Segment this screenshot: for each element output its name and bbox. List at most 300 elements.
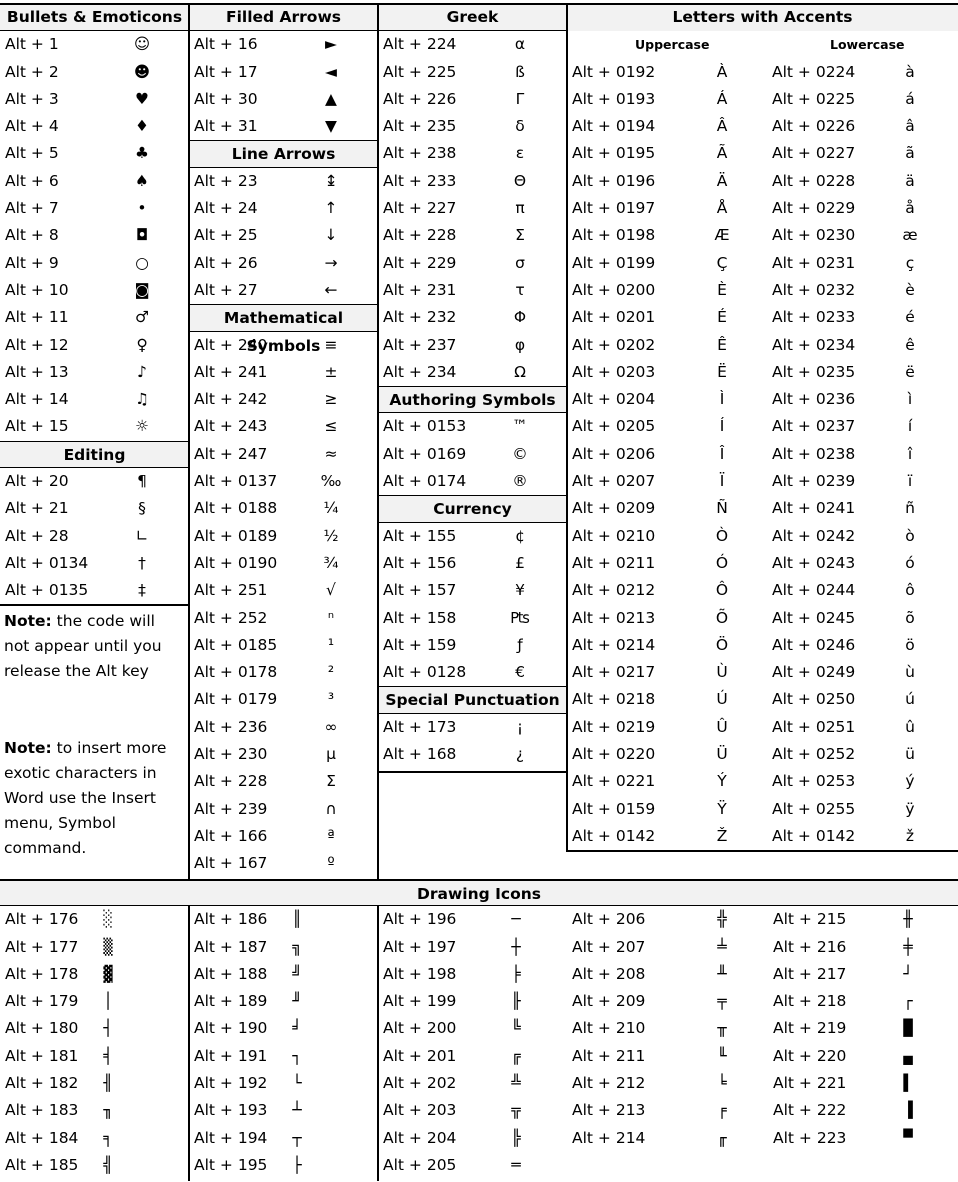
math-row [189, 768, 378, 795]
accent-row [567, 659, 958, 686]
accent-row [567, 577, 958, 604]
greek-header: Greek [378, 4, 567, 31]
alt-code: Alt + 243 [194, 417, 268, 436]
symbol-glyph: ε [515, 144, 525, 163]
drawing-row [0, 934, 190, 961]
accent-letter: Ä [716, 171, 728, 190]
alt-code: Alt + 178 [5, 964, 79, 983]
alt-code: Alt + 0188 [194, 499, 278, 518]
alt-code: Alt + 27 [194, 280, 258, 299]
editing-row [0, 577, 189, 604]
alt-code: Alt + 212 [572, 1074, 646, 1093]
currency-row [378, 605, 567, 632]
symbol-glyph: ß [515, 62, 525, 81]
alt-code: Alt + 194 [194, 1128, 268, 1147]
alt-code: Alt + 8 [5, 226, 59, 245]
bullet-row [0, 386, 189, 413]
accent-letter: ó [905, 553, 915, 572]
accent-row [567, 222, 958, 249]
bullet-row [0, 59, 189, 86]
symbol-glyph: ☺ [133, 35, 151, 54]
alt-code: Alt + 213 [572, 1101, 646, 1120]
alt-code: Alt + 0243 [772, 553, 856, 572]
accent-row [567, 714, 958, 741]
line-arrow-row [189, 168, 378, 195]
authoring-header: Authoring Symbols [378, 386, 567, 413]
alt-code: Alt + 0229 [772, 199, 856, 218]
accent-letter: í [907, 417, 913, 436]
symbol-glyph: º [327, 854, 335, 873]
drawing-row [768, 1070, 958, 1097]
symbol-glyph: Θ [513, 171, 527, 190]
alt-code: Alt + 197 [383, 937, 457, 956]
alt-code: Alt + 1 [5, 35, 59, 54]
math-row [189, 577, 378, 604]
symbol-glyph: § [138, 499, 146, 518]
accent-row [567, 59, 958, 86]
accent-letter: ÿ [905, 799, 915, 818]
drawing-glyph: ╘ [717, 1074, 727, 1093]
drawing-row [0, 1043, 190, 1070]
accents-bottom-line [567, 850, 958, 852]
accent-letter: Ô [715, 581, 729, 600]
math-row [189, 441, 378, 468]
drawing-row [378, 1015, 568, 1042]
alt-code: Alt + 202 [383, 1074, 457, 1093]
alt-code: Alt + 203 [383, 1101, 457, 1120]
alt-code: Alt + 229 [383, 253, 457, 272]
filled-arrow-row [189, 31, 378, 58]
drawing-glyph: █ [903, 1019, 913, 1038]
alt-code: Alt + 218 [773, 992, 847, 1011]
accent-letter: ë [905, 362, 915, 381]
alt-code: Alt + 179 [5, 992, 79, 1011]
lowercase-label: Lowercase [830, 37, 905, 53]
symbol-glyph: ◘ [135, 226, 149, 245]
alt-code: Alt + 159 [383, 635, 457, 654]
greek-row [378, 86, 567, 113]
symbol-glyph: ♣ [135, 144, 149, 163]
alt-code: Alt + 235 [383, 117, 457, 136]
accent-row [567, 86, 958, 113]
alt-code: Alt + 0230 [772, 226, 856, 245]
alt-code: Alt + 0228 [772, 171, 856, 190]
drawing-row [378, 961, 568, 988]
accent-letter: ô [905, 581, 915, 600]
greek-row [378, 359, 567, 386]
symbol-glyph: Φ [513, 308, 527, 327]
greek-row [378, 59, 567, 86]
filled-arrow-row [189, 59, 378, 86]
symbol-glyph: ® [512, 472, 528, 491]
symbol-glyph: √ [326, 581, 336, 600]
accent-letter: û [905, 717, 915, 736]
alt-code: Alt + 0193 [572, 89, 656, 108]
uppercase-label: Uppercase [635, 37, 710, 53]
symbol-glyph: ª [327, 826, 335, 845]
math-row [189, 850, 378, 877]
punct-header: Special Punctuation [378, 686, 567, 713]
grid-line [566, 4, 568, 852]
symbol-glyph: ₧ [510, 608, 530, 627]
alt-code: Alt + 220 [773, 1046, 847, 1065]
accent-letter: ù [905, 663, 915, 682]
symbol-glyph: ♠ [135, 171, 149, 190]
drawing-row [0, 1097, 190, 1124]
alt-code: Alt + 238 [383, 144, 457, 163]
accent-row [567, 332, 958, 359]
alt-code: Alt + 0211 [572, 553, 656, 572]
accent-letter: ñ [905, 499, 915, 518]
alt-code: Alt + 0204 [572, 390, 656, 409]
authoring-row [378, 441, 567, 468]
alt-code: Alt + 20 [5, 472, 69, 491]
accent-letter: Ò [715, 526, 729, 545]
drawing-row [567, 988, 757, 1015]
alt-code: Alt + 0153 [383, 417, 467, 436]
alt-code: Alt + 4 [5, 117, 59, 136]
editing-row [0, 495, 189, 522]
drawing-row [189, 1015, 379, 1042]
alt-code: Alt + 11 [5, 308, 69, 327]
accent-letter: Ž [716, 826, 728, 845]
alt-code: Alt + 205 [383, 1155, 457, 1174]
accent-row [567, 277, 958, 304]
accent-letter: æ [902, 226, 918, 245]
alt-code: Alt + 237 [383, 335, 457, 354]
drawing-column [567, 906, 757, 1152]
line-arrow-row [189, 277, 378, 304]
drawing-glyph: ▀ [903, 1128, 913, 1147]
drawing-row [567, 934, 757, 961]
note-text: the code will not appear until you release the Alt key [4, 612, 162, 680]
symbol-glyph: † [138, 553, 146, 572]
greek-row [378, 140, 567, 167]
alt-code: Alt + 211 [572, 1046, 646, 1065]
grid-line [377, 906, 379, 1181]
drawing-glyph: ╪ [903, 937, 913, 956]
line-arrow-row [189, 222, 378, 249]
alt-code: Alt + 240 [194, 335, 268, 354]
drawing-glyph: ╚ [511, 1019, 521, 1038]
line-arrows-header: Line Arrows [189, 140, 378, 167]
accent-letter: À [716, 62, 728, 81]
alt-code: Alt + 182 [5, 1074, 79, 1093]
accent-row [567, 113, 958, 140]
alt-code: Alt + 5 [5, 144, 59, 163]
alt-code: Alt + 0234 [772, 335, 856, 354]
drawing-glyph: ╤ [717, 992, 727, 1011]
symbol-glyph: → [324, 253, 338, 272]
drawing-glyph: ╒ [717, 1101, 727, 1120]
alt-code: Alt + 189 [194, 992, 268, 1011]
accent-letter: ì [907, 390, 913, 409]
drawing-row [189, 1070, 379, 1097]
alt-code: Alt + 209 [572, 992, 646, 1011]
drawing-row [378, 1125, 568, 1152]
punct-row [378, 741, 567, 768]
alt-code: Alt + 187 [194, 937, 268, 956]
alt-code: Alt + 233 [383, 171, 457, 190]
alt-code: Alt + 0245 [772, 608, 856, 627]
alt-code: Alt + 0178 [194, 663, 278, 682]
math-row [189, 686, 378, 713]
accent-letter: Õ [715, 608, 729, 627]
accent-letter: è [905, 280, 915, 299]
symbol-glyph: ≤ [324, 417, 338, 436]
symbol-glyph: ≡ [324, 335, 338, 354]
bullets-section [0, 4, 189, 605]
alt-code: Alt + 228 [194, 772, 268, 791]
accent-letter: Â [716, 117, 728, 136]
alt-code: Alt + 0226 [772, 117, 856, 136]
math-row [189, 796, 378, 823]
alt-code: Alt + 190 [194, 1019, 268, 1038]
symbol-glyph: ◙ [134, 280, 150, 299]
accent-letter: Å [716, 199, 728, 218]
symbol-glyph: ☼ [135, 417, 149, 436]
alt-code: Alt + 10 [5, 280, 69, 299]
alt-code: Alt + 0219 [572, 717, 656, 736]
alt-code: Alt + 210 [572, 1019, 646, 1038]
alt-code: Alt + 0194 [572, 117, 656, 136]
alt-code: Alt + 193 [194, 1101, 268, 1120]
drawing-glyph: ╗ [292, 937, 302, 956]
accent-letter: Ú [716, 690, 728, 709]
accent-row [567, 686, 958, 713]
alt-code: Alt + 201 [383, 1046, 457, 1065]
accent-letter: È [717, 280, 727, 299]
accent-letter: Á [716, 89, 728, 108]
drawing-row [0, 906, 190, 933]
accent-letter: Û [716, 717, 728, 736]
alt-code: Alt + 177 [5, 937, 79, 956]
alt-code: Alt + 230 [194, 745, 268, 764]
alt-code: Alt + 157 [383, 581, 457, 600]
alt-code: Alt + 168 [383, 745, 457, 764]
alt-code: Alt + 251 [194, 581, 268, 600]
currency-row [378, 659, 567, 686]
alt-code: Alt + 26 [194, 253, 258, 272]
grid-line [377, 4, 379, 879]
bullet-row [0, 277, 189, 304]
symbol-glyph: ♦ [135, 117, 149, 136]
drawing-glyph: ┤ [103, 1019, 113, 1038]
drawing-row [0, 1015, 190, 1042]
drawing-row [0, 1070, 190, 1097]
alt-code: Alt + 14 [5, 390, 69, 409]
grid-line [188, 4, 190, 879]
editing-row [0, 523, 189, 550]
greek-row [378, 250, 567, 277]
drawing-row [567, 1097, 757, 1124]
drawing-glyph: ▌ [903, 1074, 913, 1093]
symbol-glyph: ¶ [137, 472, 147, 491]
alt-code: Alt + 227 [383, 199, 457, 218]
alt-code: Alt + 0232 [772, 280, 856, 299]
drawing-glyph: ▐ [903, 1101, 913, 1120]
accent-letter: ä [905, 171, 915, 190]
drawing-glyph: ╖ [103, 1101, 113, 1120]
alt-code: Alt + 0189 [194, 526, 278, 545]
alt-code: Alt + 155 [383, 526, 457, 545]
symbol-glyph: δ [515, 117, 525, 136]
alt-code: Alt + 252 [194, 608, 268, 627]
alt-code: Alt + 158 [383, 608, 457, 627]
bullet-row [0, 332, 189, 359]
drawing-row [378, 1097, 568, 1124]
alt-code: Alt + 234 [383, 362, 457, 381]
math-row [189, 386, 378, 413]
alt-code: Alt + 199 [383, 992, 457, 1011]
greek-row [378, 332, 567, 359]
alt-code: Alt + 0246 [772, 635, 856, 654]
symbol-glyph: ‰ [320, 472, 342, 491]
bullet-row [0, 250, 189, 277]
symbol-glyph: ¢ [515, 526, 525, 545]
drawing-row [567, 1015, 757, 1042]
symbol-glyph: ™ [512, 417, 528, 436]
alt-code: Alt + 0244 [772, 581, 856, 600]
math-row [189, 359, 378, 386]
drawing-glyph: ╕ [103, 1128, 113, 1147]
symbol-glyph: Γ [515, 89, 525, 108]
drawing-row [189, 961, 379, 988]
symbol-glyph: ± [324, 362, 338, 381]
symbol-glyph: Σ [326, 772, 336, 791]
symbol-glyph: ¥ [515, 581, 525, 600]
alt-code: Alt + 215 [773, 910, 847, 929]
alt-code: Alt + 9 [5, 253, 59, 272]
symbol-glyph: ► [325, 35, 337, 54]
authoring-row [378, 468, 567, 495]
alt-code: Alt + 0198 [572, 226, 656, 245]
note-label: Note: [4, 612, 52, 630]
drawing-glyph: └ [292, 1074, 302, 1093]
accent-letter: å [905, 199, 915, 218]
punct-bottom-line [378, 771, 567, 773]
alt-code: Alt + 0202 [572, 335, 656, 354]
accent-letter: Ê [717, 335, 727, 354]
accent-letter: õ [905, 608, 915, 627]
symbol-glyph: ‡ [138, 581, 146, 600]
symbol-glyph: € [515, 663, 525, 682]
alt-code: Alt + 0179 [194, 690, 278, 709]
symbol-glyph: α [514, 35, 526, 54]
currency-row [378, 577, 567, 604]
greek-row [378, 113, 567, 140]
note-insert-symbol [0, 736, 189, 861]
alt-code: Alt + 0249 [772, 663, 856, 682]
symbol-glyph: ∩ [325, 799, 337, 818]
accent-row [567, 796, 958, 823]
accent-letter: É [717, 308, 727, 327]
accent-row [567, 632, 958, 659]
alt-code: Alt + 191 [194, 1046, 268, 1065]
filled-arrow-row [189, 86, 378, 113]
drawing-glyph: │ [103, 992, 113, 1011]
drawing-glyph: ┴ [292, 1101, 302, 1120]
drawing-glyph: ╓ [717, 1128, 727, 1147]
accent-letter: Ÿ [717, 799, 727, 818]
line-arrow-row [189, 250, 378, 277]
alt-code: Alt + 30 [194, 89, 258, 108]
alt-code: Alt + 206 [572, 910, 646, 929]
alt-code: Alt + 0251 [772, 717, 856, 736]
accent-letter: ý [905, 772, 915, 791]
symbol-glyph: ☻ [133, 62, 151, 81]
accent-letter: ò [905, 526, 915, 545]
alt-code: Alt + 0237 [772, 417, 856, 436]
alt-code: Alt + 207 [572, 937, 646, 956]
alt-code: Alt + 2 [5, 62, 59, 81]
drawing-row [768, 1043, 958, 1070]
alt-code: Alt + 0142 [572, 826, 656, 845]
symbol-glyph: ¿ [515, 745, 525, 764]
alt-code: Alt + 0197 [572, 199, 656, 218]
alt-code: Alt + 0207 [572, 472, 656, 491]
math-row [189, 714, 378, 741]
currency-row [378, 632, 567, 659]
drawing-row [768, 1097, 958, 1124]
drawing-row [378, 1152, 568, 1179]
symbol-glyph: ♀ [136, 335, 148, 354]
alt-code: Alt + 196 [383, 910, 457, 929]
alt-code: Alt + 0142 [772, 826, 856, 845]
symbol-glyph: τ [515, 280, 525, 299]
accent-letter: à [905, 62, 915, 81]
symbol-glyph: ∞ [324, 717, 338, 736]
note-text: to insert more exotic characters in Word use the Insert menu, Symbol command. [4, 739, 167, 857]
accent-row [567, 359, 958, 386]
punct-row [378, 714, 567, 741]
symbol-glyph: ² [327, 663, 335, 682]
alt-code: Alt + 0199 [572, 253, 656, 272]
symbol-glyph: ≈ [324, 444, 338, 463]
currency-row [378, 523, 567, 550]
math-row [189, 468, 378, 495]
symbol-glyph: ∟ [135, 526, 149, 545]
drawing-row [768, 1015, 958, 1042]
drawing-section [0, 879, 958, 1181]
drawing-row [567, 1043, 757, 1070]
drawing-row [768, 934, 958, 961]
alt-code: Alt + 0159 [572, 799, 656, 818]
accent-letter: Ó [715, 553, 729, 572]
alt-code: Alt + 183 [5, 1101, 79, 1120]
alt-code: Alt + 0218 [572, 690, 656, 709]
alt-code: Alt + 0225 [772, 89, 856, 108]
accent-letter: ž [905, 826, 915, 845]
drawing-glyph: ▄ [903, 1046, 913, 1065]
drawing-glyph: ║ [292, 910, 302, 929]
alt-code: Alt + 17 [194, 62, 258, 81]
symbol-glyph: ♫ [135, 390, 149, 409]
drawing-glyph: ├ [292, 1155, 302, 1174]
accents-section [567, 4, 958, 850]
alt-code: Alt + 0174 [383, 472, 467, 491]
accent-letter: ö [905, 635, 915, 654]
alt-code: Alt + 242 [194, 390, 268, 409]
symbol-glyph: ◄ [325, 62, 337, 81]
grid-line [188, 906, 190, 1181]
alt-code: Alt + 247 [194, 444, 268, 463]
alt-code: Alt + 0169 [383, 444, 467, 463]
drawing-glyph: ╛ [292, 1019, 302, 1038]
alt-code: Alt + 0192 [572, 62, 656, 81]
alt-code: Alt + 21 [5, 499, 69, 518]
accent-letter: Ñ [716, 499, 728, 518]
